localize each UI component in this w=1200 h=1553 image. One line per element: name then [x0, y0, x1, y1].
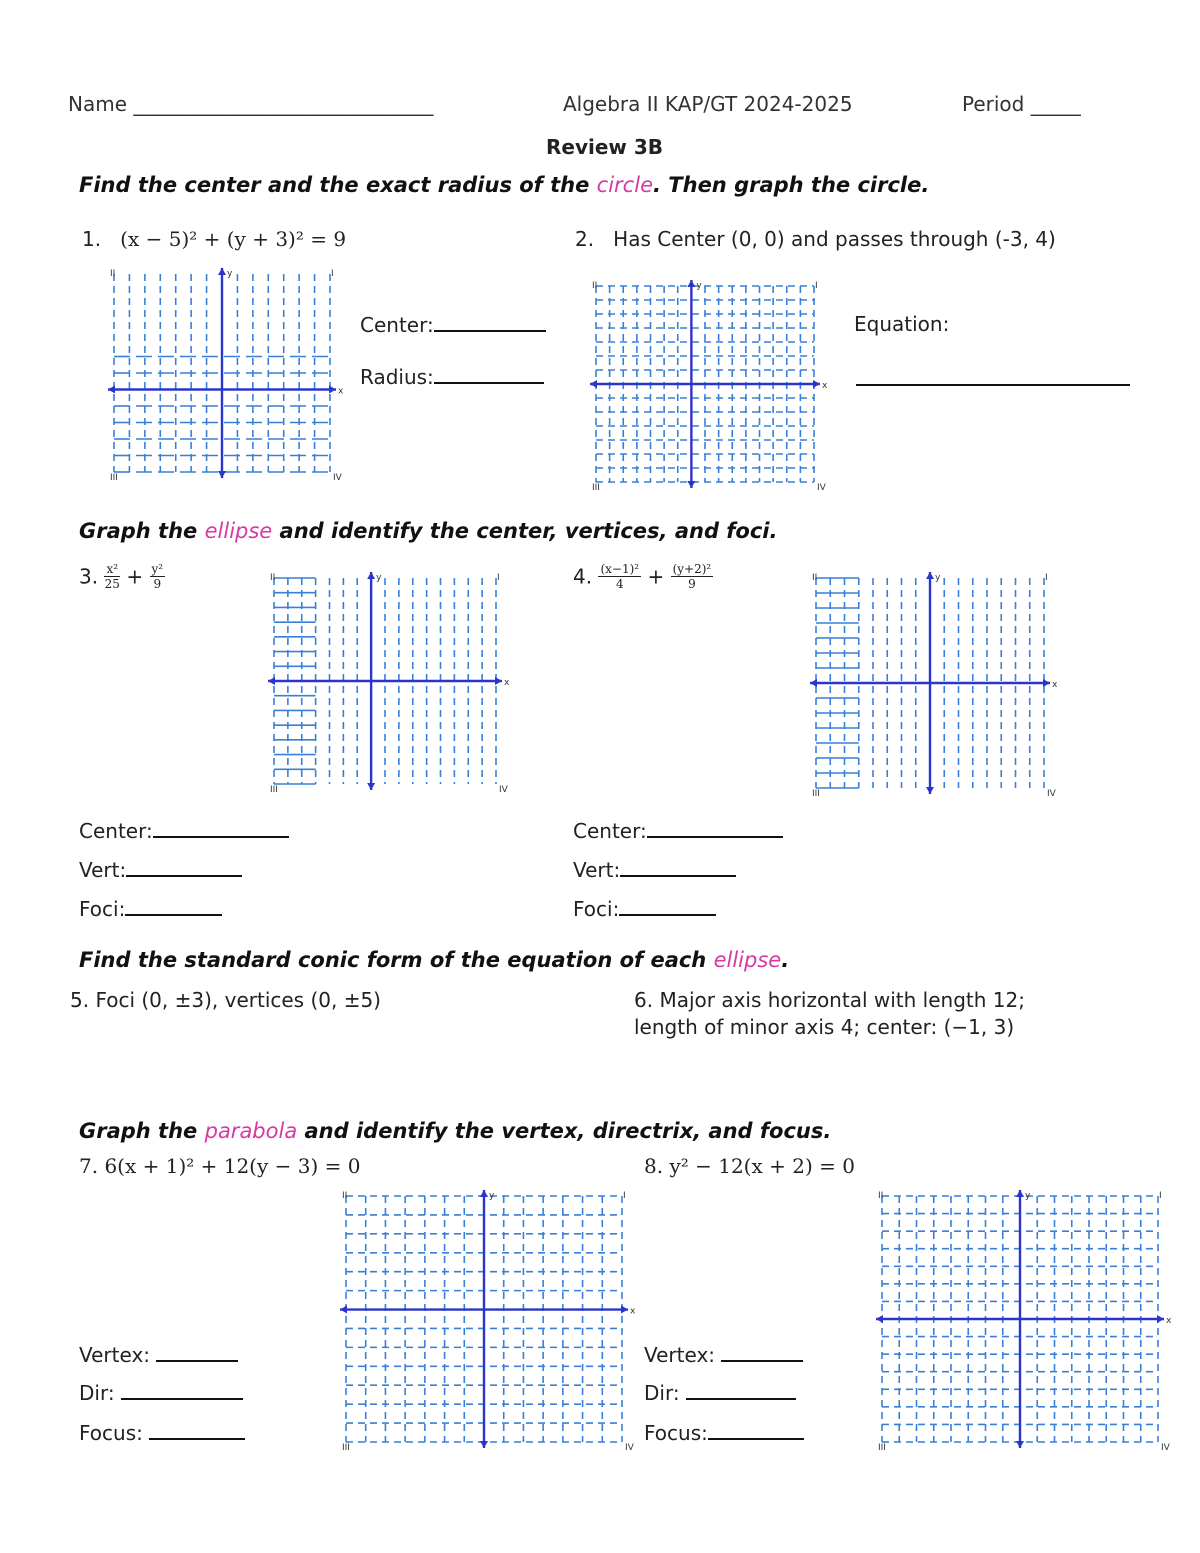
quadrant-iv-label: IV: [499, 785, 508, 795]
section4-instructions: Graph the parabola and identify the vertex, directrix, and focus.: [79, 1119, 832, 1143]
p3-foci-answer[interactable]: Foci:: [79, 896, 222, 921]
quadrant-iv-label: IV: [1161, 1443, 1170, 1453]
quadrant-iv-label: IV: [333, 473, 342, 483]
y-axis-label: y: [696, 281, 702, 291]
quadrant-ii-label: II: [592, 281, 598, 291]
graph-3[interactable]: [268, 572, 510, 795]
p8-focus-answer[interactable]: Focus:: [644, 1420, 804, 1445]
quadrant-ii-label: II: [878, 1191, 884, 1201]
problem-2: 2. Has Center (0, 0) and passes through (-3, 4): [575, 227, 1056, 251]
y-axis-label: y: [227, 269, 233, 279]
quadrant-ii-label: II: [342, 1191, 348, 1201]
name-field[interactable]: Name ______________________________: [68, 92, 434, 116]
quadrant-iv-label: IV: [1047, 789, 1056, 799]
y-axis-label: y: [489, 1191, 495, 1201]
p4-foci-answer[interactable]: Foci:: [573, 896, 716, 921]
p2-equation-label: Equation:: [854, 312, 950, 336]
problem-3: 3. $\frac{\text{x²}}{25}$ + $\frac{\text{y²}}{9}$: [79, 562, 164, 591]
quadrant-iii-label: III: [592, 483, 600, 493]
y-axis-label: y: [935, 573, 941, 583]
p4-center-answer[interactable]: Center:: [573, 818, 783, 843]
quadrant-iii-label: III: [110, 473, 118, 483]
ellipse-keyword: ellipse: [204, 519, 273, 543]
x-axis-label: x: [338, 386, 344, 397]
period-field[interactable]: Period _____: [962, 92, 1081, 116]
problem-4: 4. $\frac{\text{(x−1)²}}{4}$ + $\frac{\text{(y+2)²}}{9}$: [573, 562, 712, 591]
p7-focus-answer[interactable]: Focus:: [79, 1420, 245, 1445]
p7-dir-answer[interactable]: Dir:: [79, 1380, 243, 1405]
quadrant-iii-label: III: [270, 785, 278, 795]
x-axis-label: x: [1052, 680, 1058, 690]
course-title: Algebra II KAP/GT 2024-2025: [563, 92, 853, 116]
p8-vertex-answer[interactable]: Vertex:: [644, 1342, 803, 1367]
graph-1[interactable]: [108, 268, 344, 483]
page-title: Review 3B: [546, 135, 664, 159]
p3-center-answer[interactable]: Center:: [79, 818, 289, 843]
quadrant-iii-label: III: [342, 1443, 350, 1453]
problem-8: 8. y² − 12(x + 2) = 0: [644, 1154, 855, 1178]
section2-instructions: Graph the ellipse and identify the center, vertices, and foci.: [79, 519, 778, 543]
quadrant-i-label: I: [1159, 1191, 1162, 1201]
y-axis-label: y: [1025, 1191, 1031, 1201]
quadrant-ii-label: II: [110, 269, 116, 279]
name-blank: ______________________________: [133, 92, 434, 116]
problem-6-line1: 6. Major axis horizontal with length 12;: [634, 988, 1025, 1012]
graph-4[interactable]: [810, 572, 1058, 799]
y-axis-label: y: [376, 573, 382, 583]
x-axis-label: x: [504, 678, 510, 688]
x-axis-label: x: [1166, 1316, 1172, 1326]
problem-1: 1. (x − 5)² + (y + 3)² = 9: [82, 227, 347, 251]
quadrant-i-label: I: [815, 281, 818, 291]
x-axis-label: x: [630, 1306, 636, 1317]
quadrant-iii-label: III: [812, 789, 820, 799]
p7-vertex-answer[interactable]: Vertex:: [79, 1342, 238, 1367]
p2-equation-blank[interactable]: [856, 368, 1130, 386]
parabola-keyword: parabola: [204, 1119, 298, 1143]
graph-7[interactable]: [340, 1190, 636, 1453]
quadrant-ii-label: II: [812, 573, 818, 583]
x-axis-label: x: [822, 381, 828, 391]
section1-instructions: Find the center and the exact radius of the circle. Then graph the circle.: [79, 173, 930, 197]
ellipse-keyword-2: ellipse: [713, 948, 782, 972]
quadrant-i-label: I: [331, 269, 334, 279]
problem-5: 5. Foci (0, ±3), vertices (0, ±5): [70, 988, 381, 1012]
section3-instructions: Find the standard conic form of the equation of each ellipse.: [79, 948, 790, 972]
quadrant-iii-label: III: [878, 1443, 886, 1453]
quadrant-i-label: I: [1045, 573, 1048, 583]
p1-center-answer[interactable]: Center:: [360, 312, 546, 337]
period-blank: _____: [1030, 92, 1081, 116]
graph-2[interactable]: [590, 280, 828, 493]
p4-vert-answer[interactable]: Vert:: [573, 857, 736, 882]
quadrant-i-label: I: [497, 573, 500, 583]
p3-vert-answer[interactable]: Vert:: [79, 857, 242, 882]
p8-dir-answer[interactable]: Dir:: [644, 1380, 796, 1405]
graph-8[interactable]: [876, 1190, 1172, 1453]
quadrant-ii-label: II: [270, 573, 276, 583]
problem-7: 7. 6(x + 1)² + 12(y − 3) = 0: [79, 1154, 361, 1178]
problem-6-line2: length of minor axis 4; center: (−1, 3): [634, 1015, 1015, 1039]
p1-radius-answer[interactable]: Radius:: [360, 364, 544, 389]
quadrant-i-label: I: [623, 1191, 626, 1201]
circle-keyword: circle: [596, 173, 653, 197]
quadrant-iv-label: IV: [625, 1443, 634, 1453]
quadrant-iv-label: IV: [817, 483, 826, 493]
